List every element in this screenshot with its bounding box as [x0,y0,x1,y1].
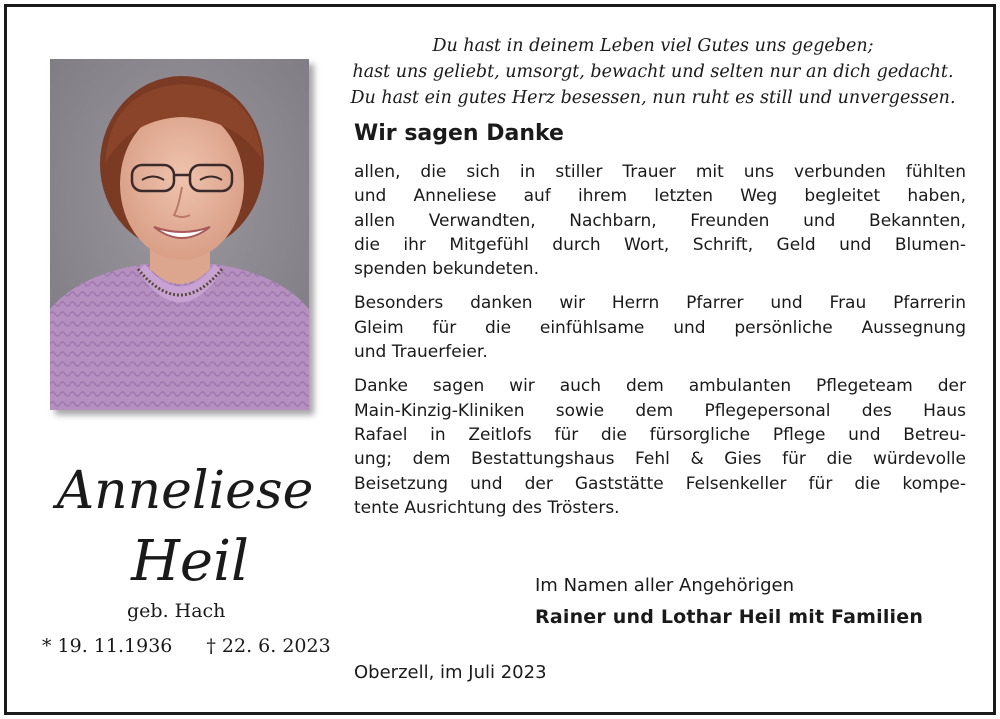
portrait-illustration [50,59,309,410]
portrait-photo [50,59,309,410]
signature-intro: Im Namen aller Angehörigen [535,575,794,596]
birth-date: * 19. 11.1936 [42,635,173,657]
signature-names: Rainer und Lothar Heil mit Familien [535,606,924,628]
thanks-paragraph [354,160,966,281]
life-dates [42,635,365,657]
text-line: spenden bekundeten. [354,259,539,280]
deceased-name [50,450,320,595]
text-line: tente Ausrichtung des Trösters. [354,497,620,518]
thanks-paragraph [354,374,966,520]
thanks-heading: Wir sagen Danke [354,121,564,146]
thanks-paragraph [354,291,966,364]
text-line: Beisetzung und der Gaststätte Felsenkeller für die kompe- [354,473,966,494]
text-line: allen, die sich in stiller Trauer mit uns verbunden fühlten [354,162,966,182]
text-line: Rafael in Zeitlofs für die fürsorgliche Pflege und Betreu- [354,424,966,445]
text-line: und Anneliese auf ihrem letzten Weg begleitet haben, [354,186,966,207]
first-name: Anneliese [56,461,314,521]
text-line: Besonders danken wir Herrn Pfarrer und Frau Pfarrerin [354,293,966,314]
text-line: Danke sagen wir auch dem ambulanten Pflegeteam der [354,376,966,397]
poem-line: Du hast ein gutes Herz besessen, nun ruht es still und unvergessen. [350,88,956,108]
death-date: † 22. 6. 2023 [206,635,331,657]
birth-name: geb. Hach [127,600,226,622]
text-line: und Trauerfeier. [354,342,488,363]
memorial-poem [340,33,966,111]
text-line: die ihr Mitgefühl durch Wort, Schrift, Geld und Blumen- [354,234,966,255]
poem-line: Du hast in deinem Leben viel Gutes uns gegeben; [432,36,874,56]
thanks-body [354,160,966,530]
text-line: Main-Kinzig-Kliniken sowie dem Pflegepersonal des Haus [354,400,966,421]
text-line: allen Verwandten, Nachbarn, Freunden und Bekannten, [354,210,966,231]
text-line: Gleim für die einfühlsame und persönliche Aussegnung [354,317,966,338]
place-date: Oberzell, im Juli 2023 [354,662,547,683]
text-line: ung; dem Bestattungshaus Fehl & Gies für die würdevolle [354,449,966,470]
last-name: Heil [131,529,249,594]
poem-line: hast uns geliebt, umsorgt, bewacht und selten nur an dich gedacht. [352,62,954,82]
